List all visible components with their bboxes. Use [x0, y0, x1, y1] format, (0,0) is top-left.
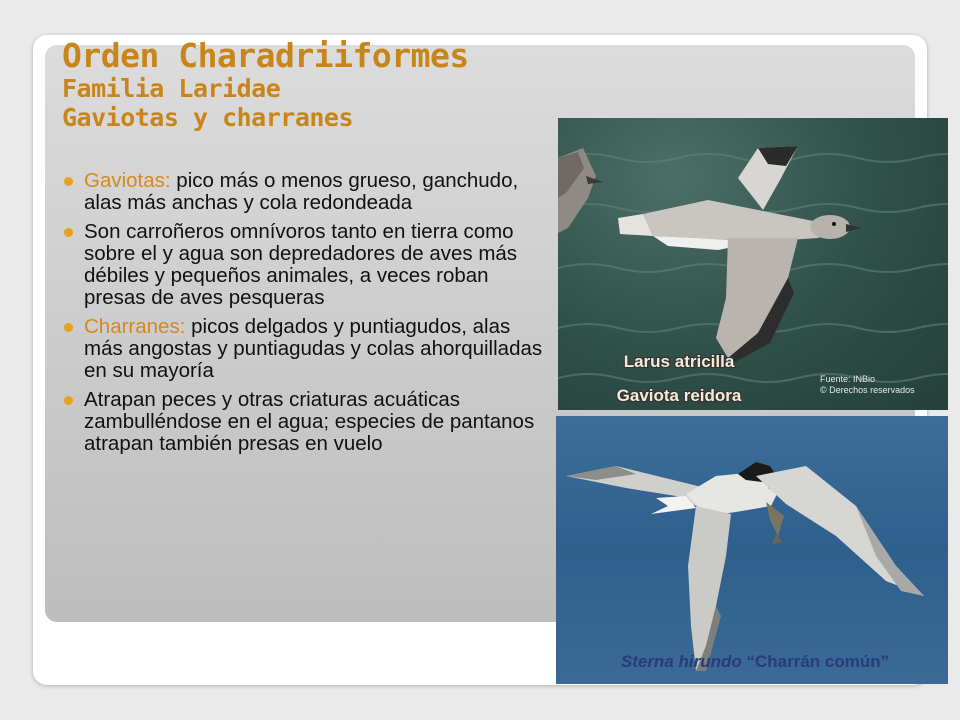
bullet-icon [64, 228, 73, 237]
bullet-text: Atrapan peces y otras criaturas acuáticas zambulléndose en el agua; especies de pantanos atrapan también presas en vuelo [84, 388, 535, 455]
photo-credit-rights: © Derechos reservados [820, 385, 915, 395]
bullet-icon [64, 323, 73, 332]
title-block [62, 38, 622, 132]
bullet-text: Son carroñeros omnívoros tanto en tierra como sobre el y agua son depredadores de aves más débiles y pequeños animales, a veces roban presas de aves pesqueras [84, 220, 518, 309]
gull-caption-common: Gaviota reidora [616, 386, 742, 405]
gull-caption-scientific: Larus atricilla [623, 352, 735, 371]
tern-illustration [556, 416, 948, 684]
bullet-keyword: Gaviotas: [84, 169, 171, 192]
bullet-icon [64, 177, 73, 186]
tern-photo [556, 416, 948, 684]
list-item [62, 389, 547, 455]
tern-caption-common: “Charrán común” [741, 652, 890, 671]
bullet-list [62, 170, 547, 462]
family-subtitle: Familia Laridae [62, 74, 281, 103]
common-subtitle: Gaviotas y charranes [62, 103, 354, 132]
list-item [62, 316, 547, 382]
bullet-keyword: Charranes: [84, 315, 186, 338]
list-item [62, 221, 547, 309]
tern-caption-scientific: Sterna hirundo [620, 652, 742, 671]
photo-credit-source: Fuente: INBio [820, 374, 876, 384]
tern-caption [560, 652, 950, 672]
page-title: Orden Charadriiformes [62, 36, 469, 75]
bullet-text: picos delgados y puntiagudos, alas más angostas y puntiagudas y colas ahorquilladas en su mayoría [84, 315, 543, 382]
bullet-icon [64, 396, 73, 405]
list-item [62, 170, 547, 214]
bullet-text: pico más o menos grueso, ganchudo, alas más anchas y cola redondeada [84, 169, 519, 214]
